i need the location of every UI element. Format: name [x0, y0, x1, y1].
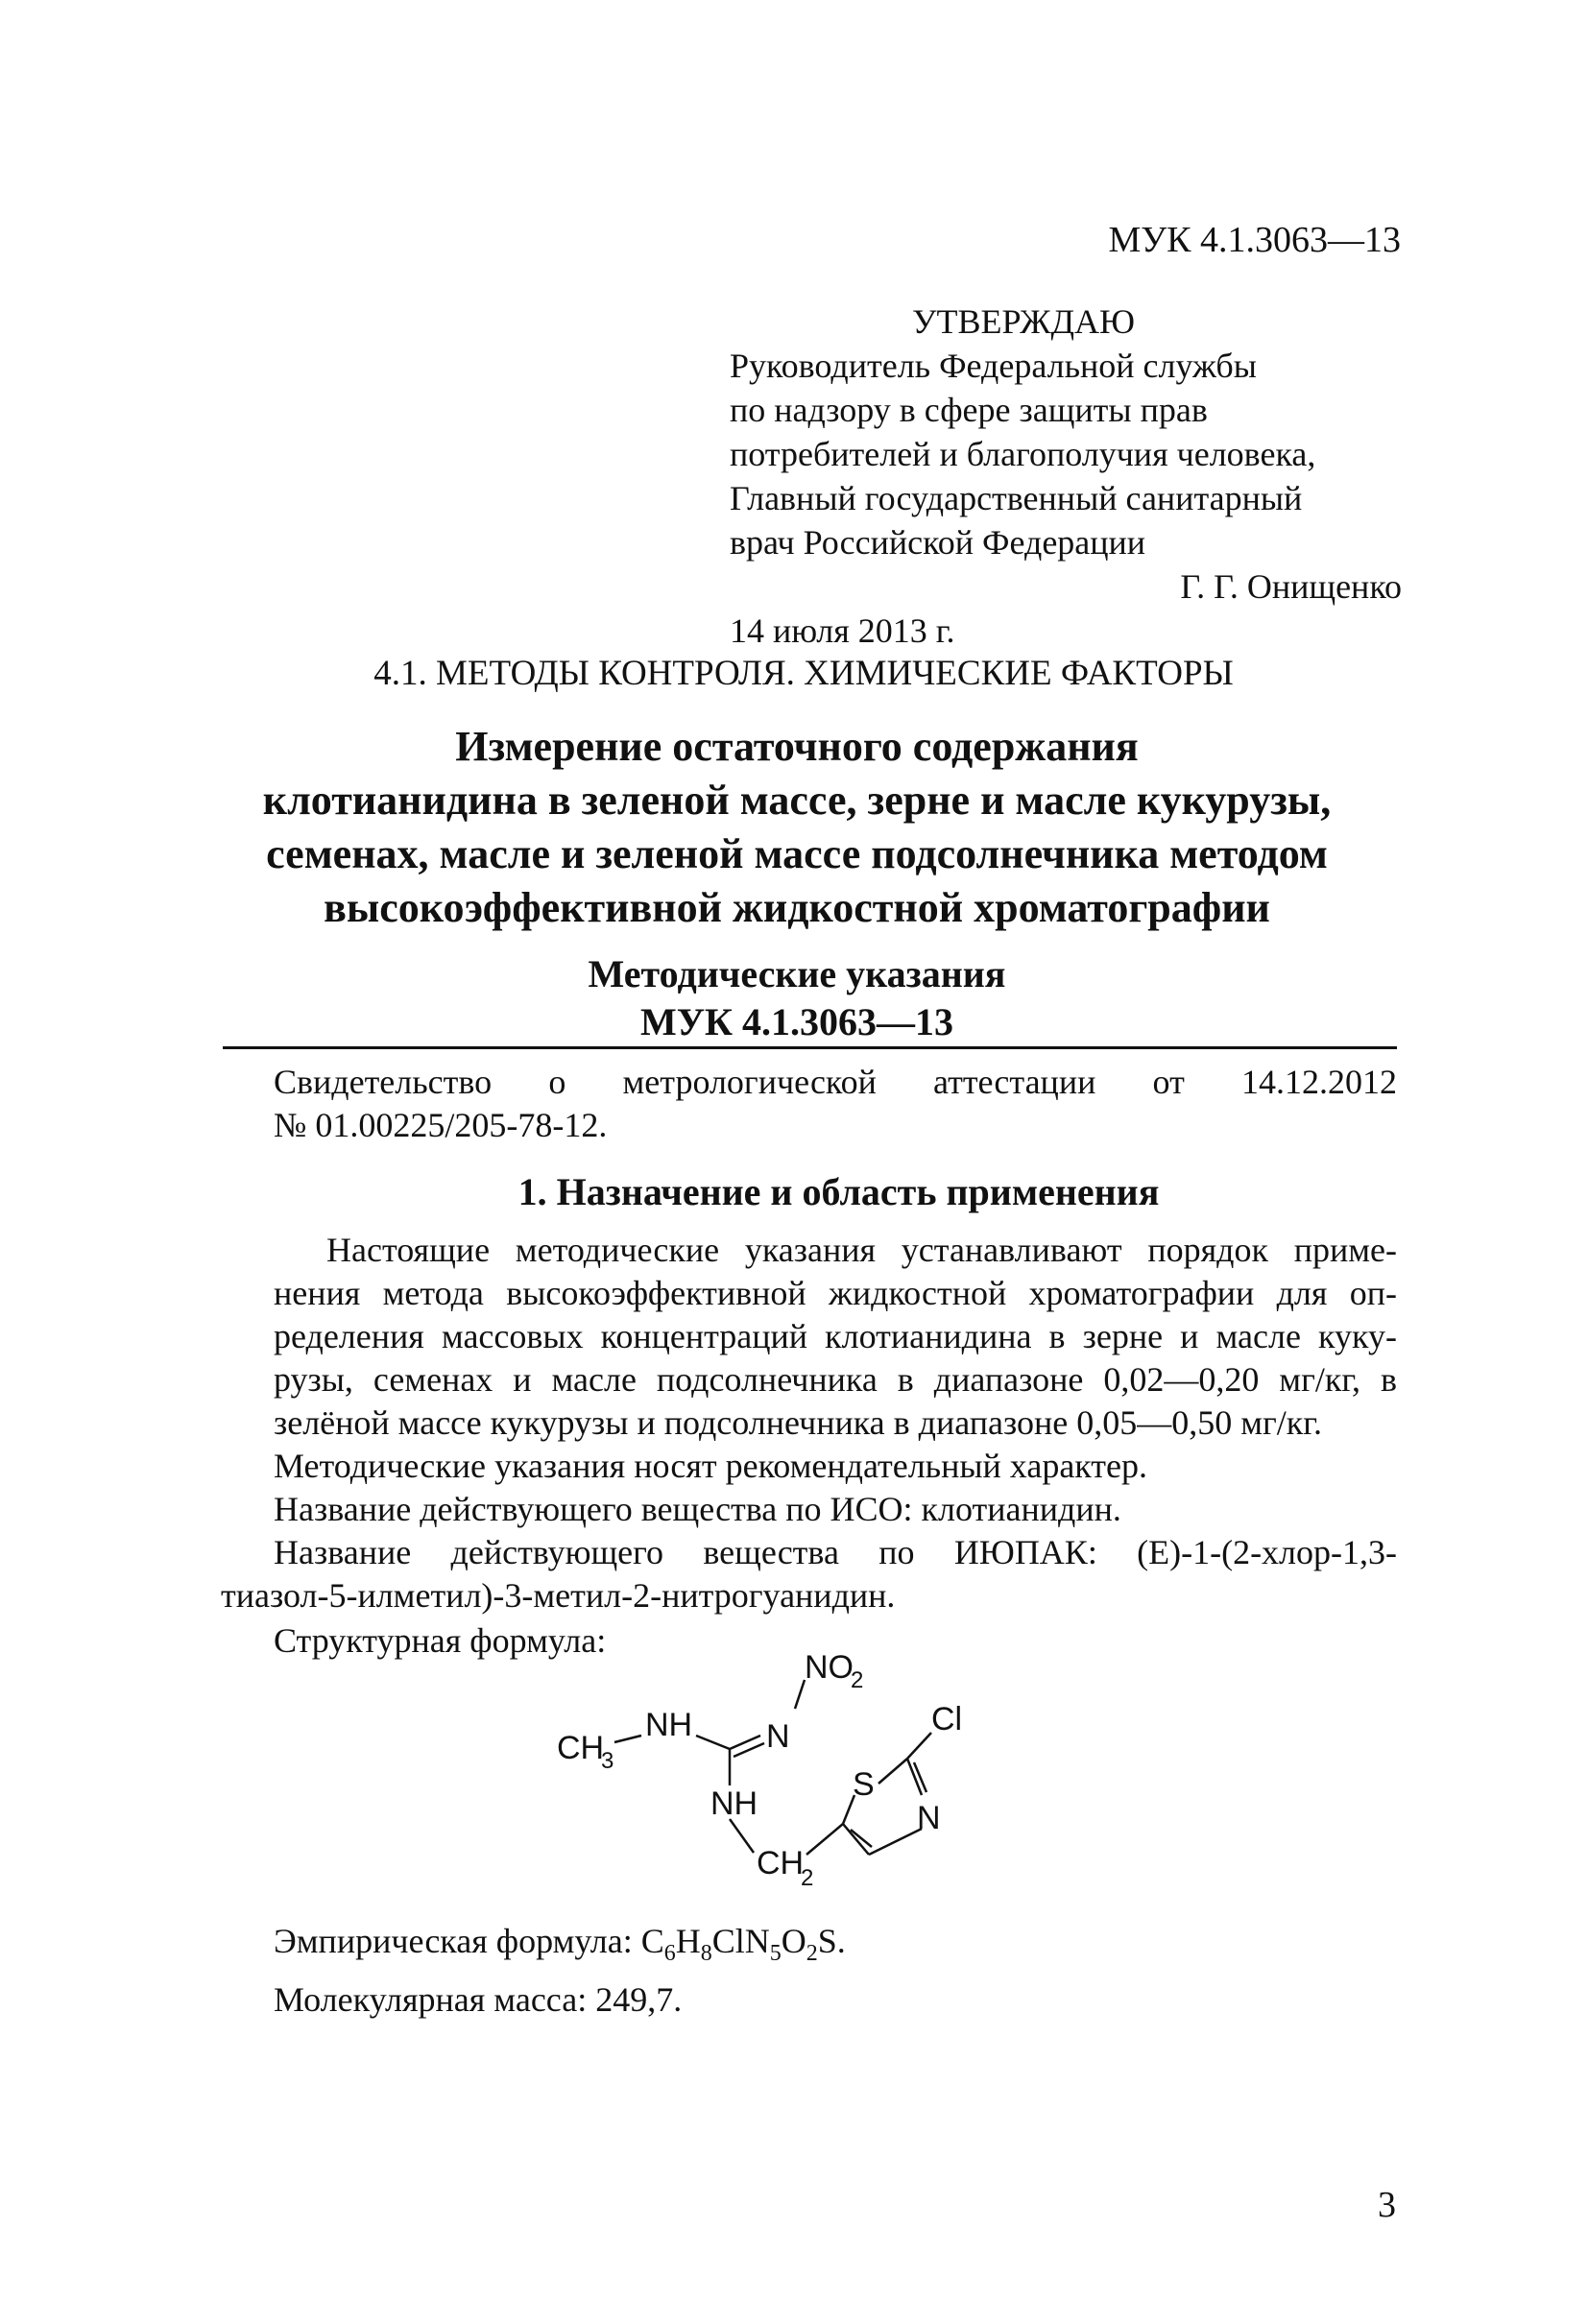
approval-block	[730, 299, 1402, 653]
paragraph-line: тиазол-5-илметил)-3-метил-2-нитрогуанидин.	[221, 1576, 896, 1615]
divider	[223, 1046, 1397, 1049]
empirical-value: $C_6H_8ClN_5O_2S$.	[640, 1922, 846, 1967]
bond	[843, 1824, 869, 1855]
title-line: семенах, масле и зеленой массе подсолнечника методом	[266, 830, 1328, 877]
title-line: высокоэффективной жидкостной хроматографии	[324, 884, 1270, 931]
formula-label: Структурная формула:	[274, 1621, 607, 1660]
bond	[614, 1736, 641, 1742]
paragraph-line: Название действующего вещества по ИСО: клотианидин.	[274, 1490, 1121, 1528]
paragraph-line: ределения массовых концентраций клотианидина в зерне и масле куку-	[274, 1317, 1397, 1355]
atom-subscript: 2	[851, 1667, 864, 1693]
section1-body	[221, 1229, 1397, 1617]
molar-mass: Молекулярная масса: 249,7.	[274, 1980, 683, 2020]
subtitle-code: МУК 4.1.3063—13	[639, 1000, 954, 1043]
bond	[795, 1680, 805, 1709]
paragraph-line: Название действующего вещества по ИЮПАК: (Е)-1-(2-хлор-1,3-	[274, 1533, 1397, 1571]
certificate	[274, 1061, 1397, 1147]
paragraph-line: Настоящие методические указания устанавливают порядок приме-	[326, 1231, 1397, 1269]
document-title	[192, 720, 1402, 935]
atom-label: CH	[757, 1845, 805, 1881]
bond	[696, 1736, 730, 1749]
document-subtitle	[192, 950, 1402, 1046]
certificate-number: № 01.00225/205-78-12.	[274, 1106, 608, 1144]
atom-label: NH	[710, 1785, 758, 1822]
title-line: Измерение остаточного содержания	[455, 723, 1139, 770]
paragraph-line: Методические указания носят рекомендательный характер.	[274, 1447, 1148, 1485]
empirical-label: Эмпирическая формула:	[274, 1922, 641, 1960]
bond	[907, 1733, 931, 1759]
section1-heading: 1. Назначение и область применения	[517, 1170, 1160, 1213]
section-heading: 4.1. МЕТОДЫ КОНТРОЛЯ. ХИМИЧЕСКИЕ ФАКТОРЫ	[373, 654, 1234, 693]
approval-line: потребителей и благополучия человека,	[730, 435, 1316, 473]
paragraph-line: нения метода высокоэффективной жидкостной хроматографии для оп-	[274, 1274, 1397, 1312]
paragraph-line: рузы, семенах и масле подсолнечника в диапазоне 0,02—0,20 мг/кг, в	[274, 1360, 1397, 1399]
bond	[869, 1829, 922, 1855]
atom-label: CH	[557, 1730, 605, 1766]
bond	[878, 1759, 907, 1784]
approval-date: 14 июля 2013 г.	[730, 611, 955, 650]
certificate-line: Свидетельство о метрологической аттестации от 14.12.2012	[274, 1063, 1397, 1101]
document-code: МУК 4.1.3063—13	[1108, 220, 1401, 260]
atom-label: NH	[645, 1707, 693, 1743]
approval-heading: УТВЕРЖДАЮ	[912, 302, 1136, 341]
subtitle-line: Методические указания	[588, 952, 1006, 995]
atom-label: N	[766, 1718, 790, 1755]
paragraph-line: зелёной массе кукурузы и подсолнечника в диапазоне 0,05—0,50 мг/кг.	[274, 1403, 1322, 1442]
atom-label: Cl	[931, 1701, 963, 1737]
approval-line: по надзору в сфере защиты прав	[730, 391, 1208, 429]
empirical-formula	[274, 1918, 846, 1977]
bond	[806, 1824, 843, 1855]
atom-label: S	[853, 1766, 875, 1803]
structural-formula	[538, 1651, 1037, 1901]
atom-subscript: 3	[601, 1748, 614, 1774]
atom-subscript: 2	[801, 1865, 814, 1891]
atom-label: N	[917, 1800, 941, 1836]
approval-line: Руководитель Федеральной службы	[730, 347, 1257, 385]
approval-signer: Г. Г. Онищенко	[1180, 567, 1402, 606]
bond	[730, 1819, 754, 1853]
page-number: 3	[1378, 2185, 1396, 2225]
formula-info	[274, 1918, 846, 2023]
atom-label: NO	[805, 1651, 854, 1686]
title-line: клотианидина в зеленой массе, зерне и масле кукурузы,	[262, 777, 1332, 824]
approval-line: Главный государственный санитарный	[730, 479, 1303, 517]
approval-line: врач Российской Федерации	[730, 523, 1146, 562]
